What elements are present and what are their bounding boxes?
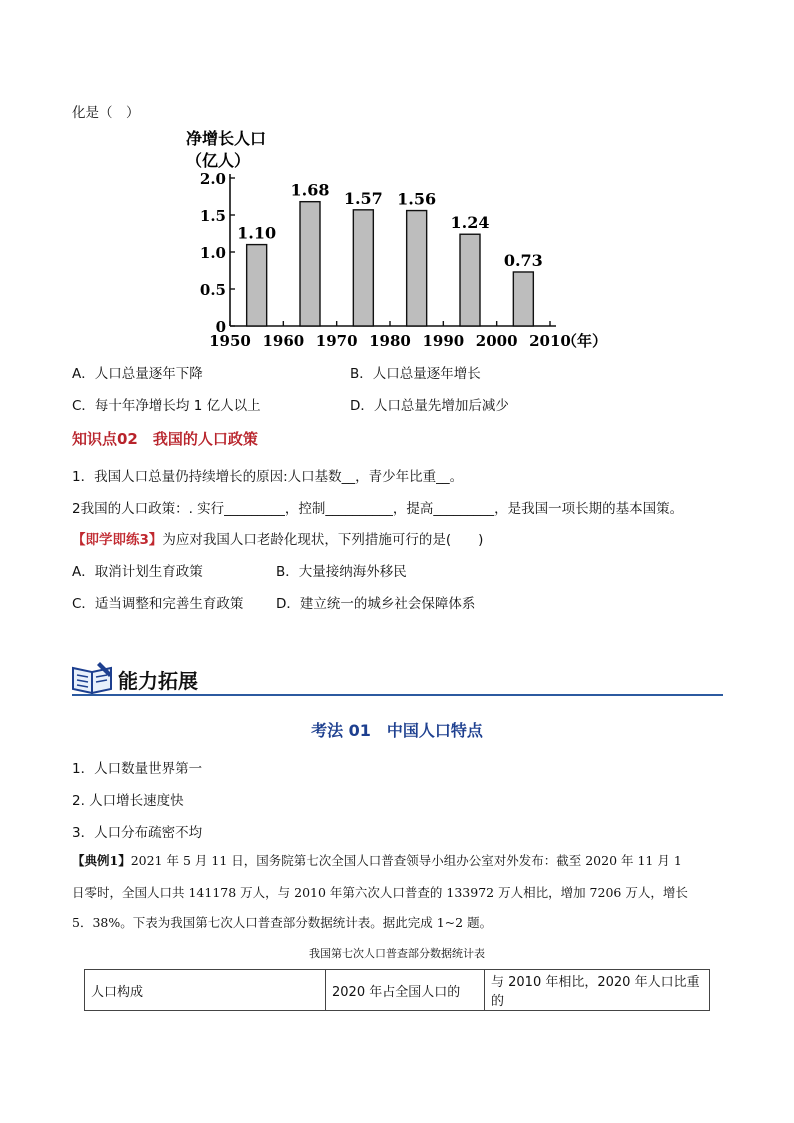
chart-ylabel-line2: （亿人） xyxy=(186,151,251,170)
chart-bar xyxy=(300,202,320,326)
practice-3-bracket: 【即学即练3】 xyxy=(72,532,163,548)
chart-y-tick-label: 0.5 xyxy=(199,281,226,299)
practice-option-a[interactable]: A．取消计划生育政策 xyxy=(72,564,203,580)
chart-ylabel-line1: 净增长人口 xyxy=(186,129,267,148)
method-01-item1: 1．人口数量世界第一 xyxy=(72,761,203,777)
chart-bar xyxy=(353,210,373,326)
table-header-cell: 与 2010 年相比，2020 年人口比重的 xyxy=(485,970,710,1011)
knowledge-02-title: 知识点02 我国的人口政策 xyxy=(72,430,258,448)
chart-bar xyxy=(247,245,267,326)
q1-option-c[interactable]: C．每十年净增长均 1 亿人以上 xyxy=(72,398,261,414)
census-table xyxy=(84,969,710,1011)
example-1-text1: 2021 年 5 月 11 日，国务院第七次全国人口普查领导小组办公室对外发布：截至 2020 年 11 月 1 xyxy=(130,853,682,868)
chart-x-tick-label: 1950 xyxy=(209,332,251,350)
chart-y-tick-label: 2.0 xyxy=(199,170,226,188)
practice-3 xyxy=(72,528,483,548)
chart-xlabel: （年） xyxy=(562,332,608,350)
example-1-line1 xyxy=(72,851,682,869)
chart-data-label: 1.56 xyxy=(397,189,437,209)
q1-option-d[interactable]: D．人口总量先增加后减少 xyxy=(350,398,509,414)
knowledge-02-line1: 1．我国人口总量仍持续增长的原因:人口基数__，青少年比重__。 xyxy=(72,469,464,485)
chart-bar xyxy=(407,211,427,326)
chart-y-tick-label: 1.5 xyxy=(199,207,226,225)
table-header-cell: 人口构成 xyxy=(85,970,326,1011)
chart-y-tick-label: 1.0 xyxy=(199,244,226,262)
table-header-cell: 2020 年占全国人口的 xyxy=(326,970,485,1011)
example-1-bracket: 【典例1】 xyxy=(72,853,131,868)
chart-data-label: 0.73 xyxy=(503,250,543,270)
chart-data-label: 1.68 xyxy=(290,180,330,200)
practice-option-c[interactable]: C．适当调整和完善生育政策 xyxy=(72,596,244,612)
section-divider xyxy=(72,694,723,696)
example-1-line3: 5．38%。下表为我国第七次人口普查部分数据统计表。据此完成 1~2 题。 xyxy=(72,915,493,930)
chart-data-label: 1.57 xyxy=(343,188,383,208)
method-01-item3: 3．人口分布疏密不均 xyxy=(72,825,203,841)
chart-data-label: 1.10 xyxy=(237,223,277,243)
table-header-row xyxy=(85,970,710,1011)
book-icon xyxy=(70,660,116,696)
q1-option-a[interactable]: A．人口总量逐年下降 xyxy=(72,366,203,382)
chart-y-tick-label: 0 xyxy=(215,318,226,336)
chart-data-label: 1.24 xyxy=(450,213,490,233)
chart-x-tick-label: 2000 xyxy=(475,332,518,350)
section-title: 能力拓展 xyxy=(118,669,198,693)
practice-option-d[interactable]: D．建立统一的城乡社会保障体系 xyxy=(276,596,476,612)
method-01-item2: 2. 人口增长速度快 xyxy=(72,793,184,809)
chart-bar xyxy=(513,272,533,326)
practice-option-b[interactable]: B．大量接纳海外移民 xyxy=(276,564,407,580)
table-caption: 我国第七次人口普查部分数据统计表 xyxy=(309,947,485,960)
q1-option-b[interactable]: B．人口总量逐年增长 xyxy=(350,366,481,382)
method-01-title: 考法 01 中国人口特点 xyxy=(311,721,483,740)
chart-x-tick-label: 1990 xyxy=(422,332,465,350)
chart-x-tick-label: 2010 xyxy=(529,332,571,350)
example-1-line2: 日零时，全国人口共 141178 万人，与 2010 年第六次人口普查的 133972 万人相比，增加 7206 万人，增长 xyxy=(72,885,688,900)
chart-bar xyxy=(460,234,480,326)
chart-x-tick-label: 1980 xyxy=(369,332,411,350)
practice-3-text: 为应对我国人口老龄化现状，下列措施可行的是( ) xyxy=(162,532,484,548)
chart-x-tick-label: 1960 xyxy=(262,332,305,350)
chart-x-tick-label: 1970 xyxy=(315,332,358,350)
knowledge-02-line2: 2我国的人口政策：. 实行_________，控制__________，提高_________，是我国一项长期的基本国策。 xyxy=(72,501,684,517)
population-growth-chart xyxy=(180,124,620,356)
question-tail: 化是（ ） xyxy=(72,105,140,121)
